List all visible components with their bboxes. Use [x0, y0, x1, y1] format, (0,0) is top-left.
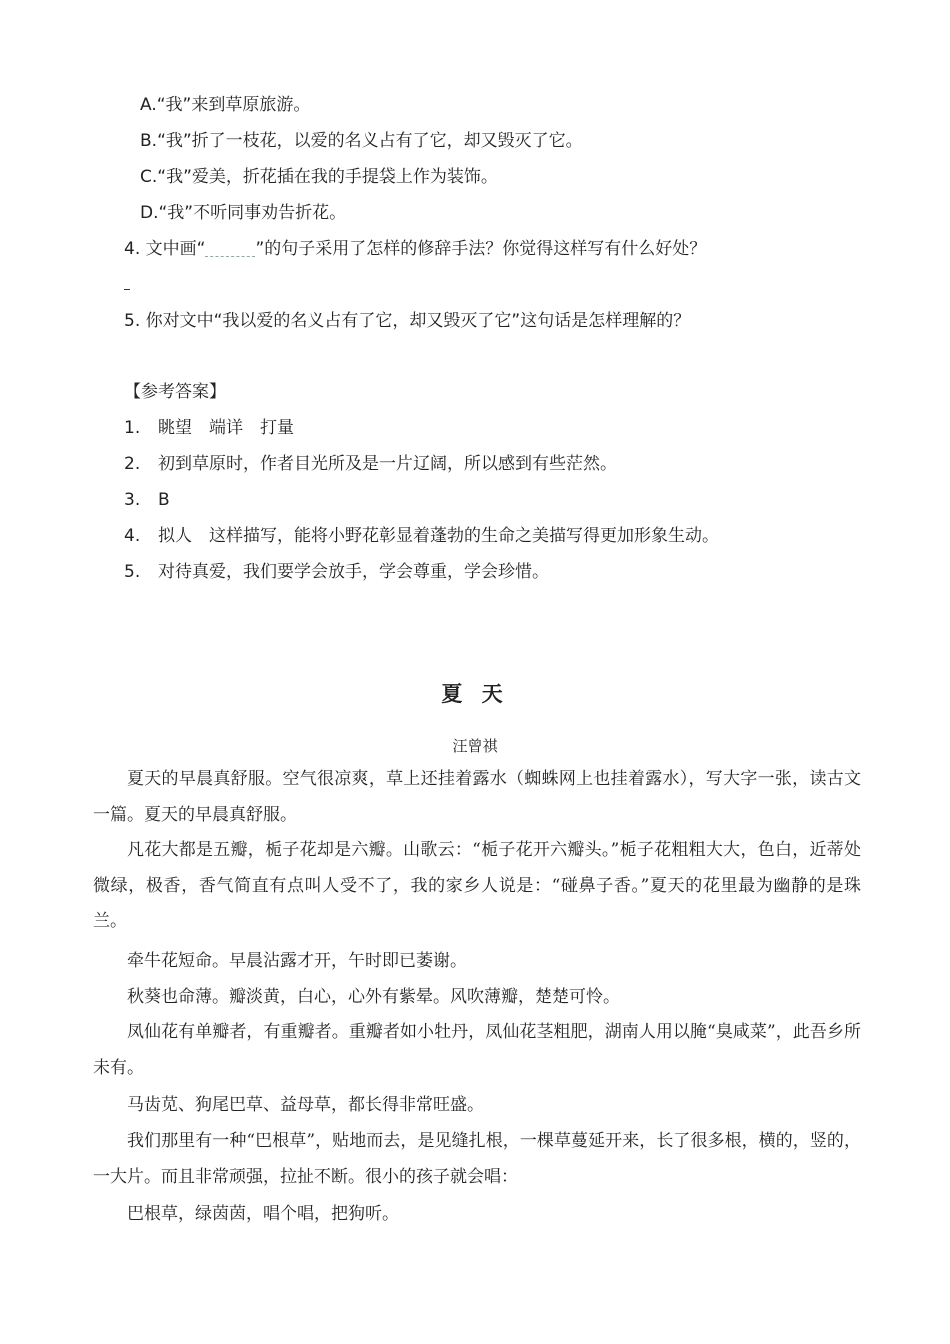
article-paragraph: 马齿苋、狗尾巴草、益母草，都长得非常旺盛。 [127, 1095, 484, 1115]
question-4-prefix: 4. 文中画“ [124, 239, 206, 259]
answer-item [124, 525, 719, 547]
wavy-underline-blank [205, 242, 255, 257]
question-4 [124, 238, 706, 260]
article-paragraph: 凤仙花有单瓣者，有重瓣者。重瓣者如小牡丹，凤仙花茎粗肥，湖南人用以腌“臭咸菜”，此吾乡所未有。 [93, 1022, 861, 1078]
article-author: 汪曾祺 [452, 737, 498, 755]
answer-text: 初到草原时，作者目光所及是一片辽阔，所以感到有些茫然。 [158, 454, 617, 474]
answer-text: 拟人 这样描写，能将小野花彰显着蓬勃的生命之美描写得更加形象生动。 [158, 526, 719, 546]
answer-number: 2. [124, 454, 141, 474]
question-4-suffix: ”的句子采用了怎样的修辞手法？你觉得这样写有什么好处？ [255, 239, 707, 259]
answer-text: B [158, 490, 170, 510]
option-c: C.“我”爱美，折花插在我的手提袋上作为装饰。 [140, 167, 498, 187]
answer-item [124, 417, 294, 439]
answer-text: 眺望 端详 打量 [158, 418, 294, 438]
answer-number: 3. [124, 490, 141, 510]
answer-item [124, 561, 549, 583]
answer-item [124, 489, 170, 511]
answer-item [124, 453, 617, 475]
option-d: D.“我”不听同事劝告折花。 [140, 203, 347, 223]
article-paragraph: 夏天的早晨真舒服。空气很凉爽，草上还挂着露水（蜘蛛网上也挂着露水），写大字一张，读古文一篇。夏天的早晨真舒服。 [93, 769, 861, 825]
answer-number: 4. [124, 526, 141, 546]
answer-text: 对待真爱，我们要学会放手，学会尊重，学会珍惜。 [158, 562, 549, 582]
article-paragraph: 凡花大都是五瓣，栀子花却是六瓣。山歌云：“栀子花开六瓣头。”栀子花粗粗大大，色白，近蒂处微绿，极香，香气简直有点叫人受不了，我的家乡人说是：“碰鼻子香。”夏天的花里最为幽静的是珠兰。 [93, 840, 861, 931]
answer-number: 1. [124, 418, 141, 438]
article-paragraph: 我们那里有一种“巴根草”，贴地而去，是见缝扎根，一棵草蔓延开来，长了很多根，横的，竖的，一大片。而且非常顽强，拉扯不断。很小的孩子就会唱： [93, 1131, 861, 1187]
article-paragraph: 牵牛花短命。早晨沾露才开，午时即已萎谢。 [127, 951, 467, 971]
article-paragraph: 秋葵也命薄。瓣淡黄，白心，心外有紫晕。风吹薄瓣，楚楚可怜。 [127, 987, 620, 1007]
option-a: A.“我”来到草原旅游。 [140, 95, 311, 115]
option-b: B.“我”折了一枝花，以爱的名义占有了它，却又毁灭了它。 [140, 131, 583, 151]
question-5: 5. 你对文中“我以爱的名义占有了它，却又毁灭了它”这句话是怎样理解的？ [124, 311, 691, 331]
answers-heading: 【参考答案】 [124, 382, 226, 402]
article-paragraph: 巴根草，绿茵茵，唱个唱，把狗听。 [127, 1204, 399, 1224]
article-title: 夏 天 [441, 681, 509, 706]
answer-number: 5. [124, 562, 141, 582]
answer-line-mark [124, 289, 130, 290]
